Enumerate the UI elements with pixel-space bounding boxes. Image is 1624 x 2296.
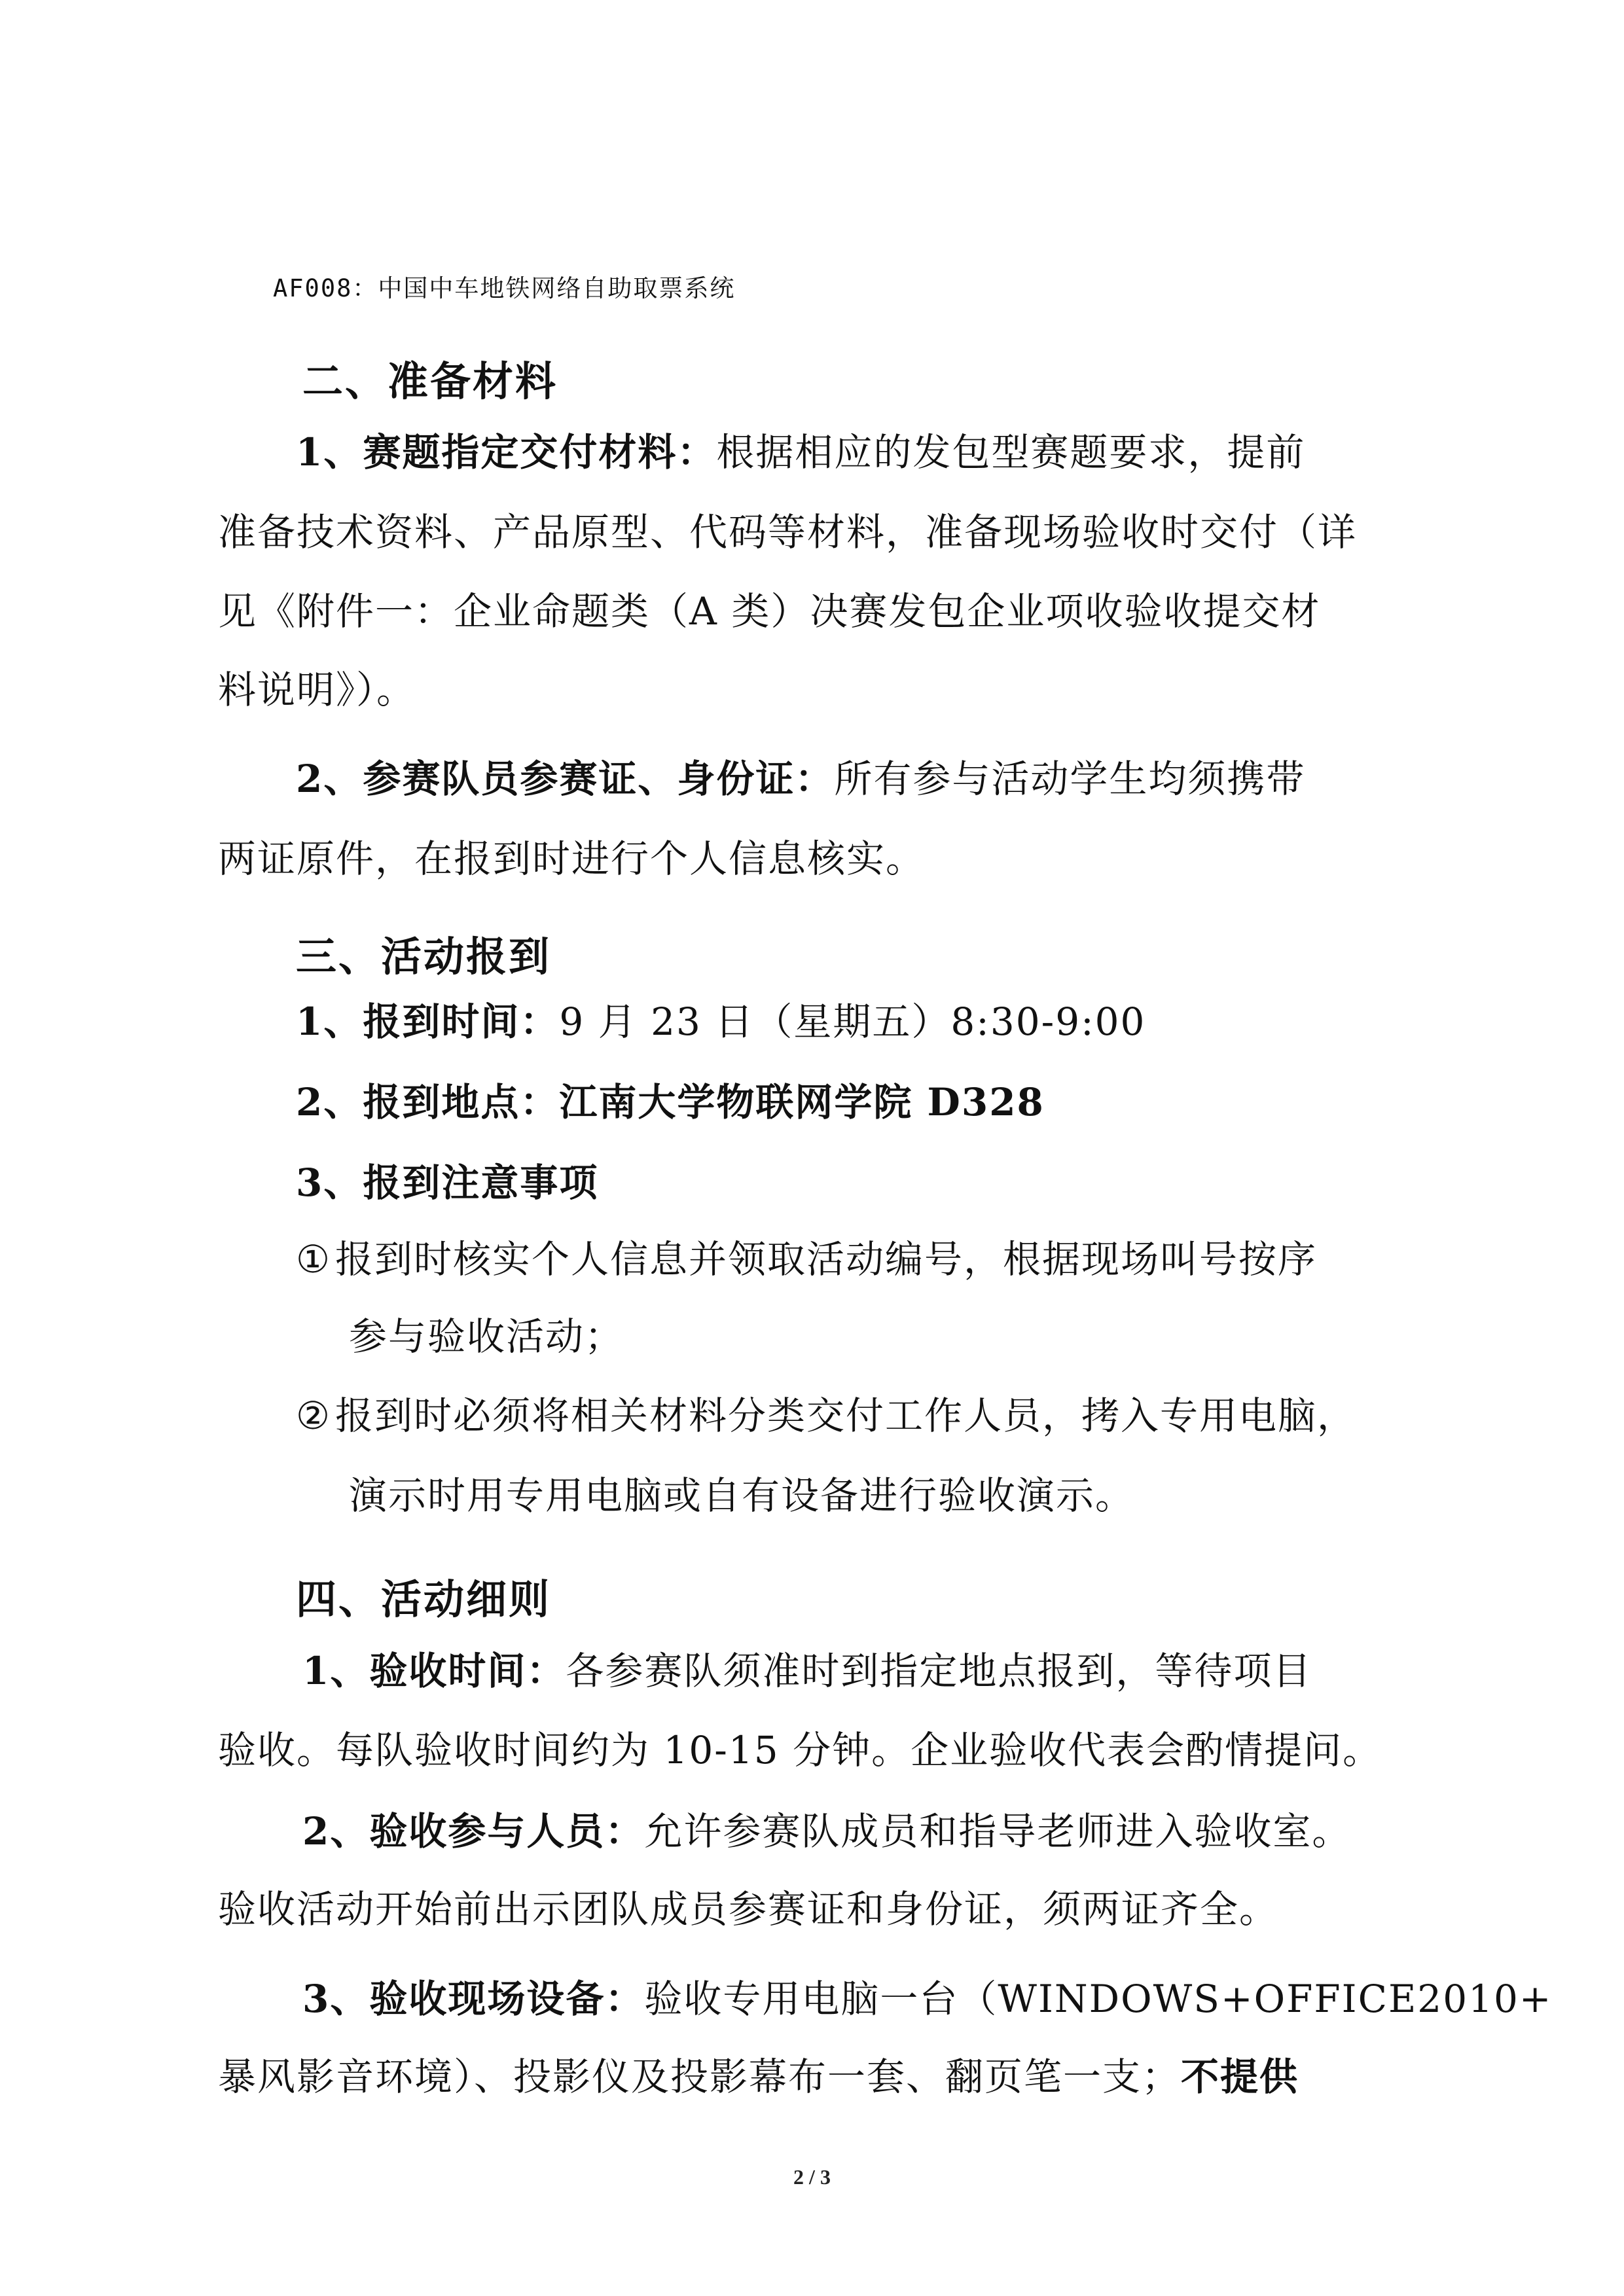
rules-item2-line1 [302, 1809, 1352, 1854]
note2-text1: 报到时必须将相关材料分类交付工作人员，拷入专用电脑， [335, 1393, 1357, 1438]
checkin-note1-line1 [296, 1237, 1318, 1282]
rules-item3-line2 [218, 2054, 1299, 2099]
materials-item1-line3: 见《附件一：企业命题类（A 类）决赛发包企业项收验收提交材 [218, 589, 1321, 634]
checkin-note2-line2: 演示时用专用电脑或自有设备进行验收演示。 [349, 1473, 1135, 1518]
materials-item1-text1: 根据相应的发包型赛题要求，提前 [716, 430, 1306, 475]
checkin-note1-line2: 参与验收活动； [349, 1314, 624, 1359]
materials-item1-line1 [296, 430, 1306, 475]
materials-item1-line4: 料说明》）。 [218, 668, 416, 712]
section-heading-checkin: 三、活动报到 [296, 933, 552, 980]
note1-mark: ① [296, 1237, 331, 1282]
rules-item2-text1: 允许参赛队成员和指导老师进入验收室。 [644, 1809, 1352, 1854]
materials-item1-label: 1、赛题指定交付材料： [296, 430, 717, 475]
note1-text1: 报到时核实个人信息并领取活动编号，根据现场叫号按序 [335, 1237, 1318, 1282]
rules-item1-line2: 验收。每队验收时间约为 10-15 分钟。企业验收代表会酌情提问。 [218, 1728, 1382, 1772]
checkin-time [296, 999, 1146, 1044]
checkin-time-label: 1、报到时间： [296, 999, 560, 1044]
rules-item1-line1 [302, 1649, 1312, 1693]
materials-item2-text1: 所有参与活动学生均须携带 [834, 757, 1306, 801]
rules-item1-text1: 各参赛队须准时到指定地点报到，等待项目 [566, 1649, 1312, 1693]
materials-item2-line2: 两证原件，在报到时进行个人信息核实。 [218, 836, 926, 881]
rules-item1-label: 1、验收时间： [302, 1649, 566, 1693]
page-number: 2 / 3 [793, 2165, 831, 2189]
rules-item3-text2-bold: 不提供 [1181, 2054, 1299, 2099]
section-heading-rules: 四、活动细则 [296, 1575, 552, 1623]
materials-item2-label: 2、参赛队员参赛证、身份证： [296, 757, 835, 801]
materials-item2-line1 [296, 757, 1306, 801]
checkin-note2-line1 [296, 1393, 1357, 1438]
project-header: AF008：中国中车地铁网络自助取票系统 [273, 274, 736, 302]
section-heading-materials: 二、准备材料 [302, 357, 558, 405]
rules-item3-text1: 验收专用电脑一台（WINDOWS+OFFICE2010+ [644, 1977, 1553, 2021]
note2-mark: ② [296, 1393, 331, 1438]
checkin-place: 2、报到地点：江南大学物联网学院 D328 [296, 1080, 1045, 1124]
rules-item2-label: 2、验收参与人员： [302, 1809, 645, 1854]
rules-item3-line1 [302, 1977, 1553, 2021]
rules-item3-label: 3、验收现场设备： [302, 1977, 645, 2021]
checkin-time-value: 9 月 23 日（星期五）8:30-9:00 [559, 999, 1146, 1044]
checkin-notes-title: 3、报到注意事项 [296, 1160, 599, 1205]
rules-item2-line2: 验收活动开始前出示团队成员参赛证和身份证，须两证齐全。 [218, 1887, 1279, 1931]
rules-item3-text2: 暴风影音环境）、投影仪及投影幕布一套、翻页笔一支； [218, 2054, 1182, 2099]
materials-item1-line2: 准备技术资料、产品原型、代码等材料，准备现场验收时交付（详 [218, 510, 1358, 554]
